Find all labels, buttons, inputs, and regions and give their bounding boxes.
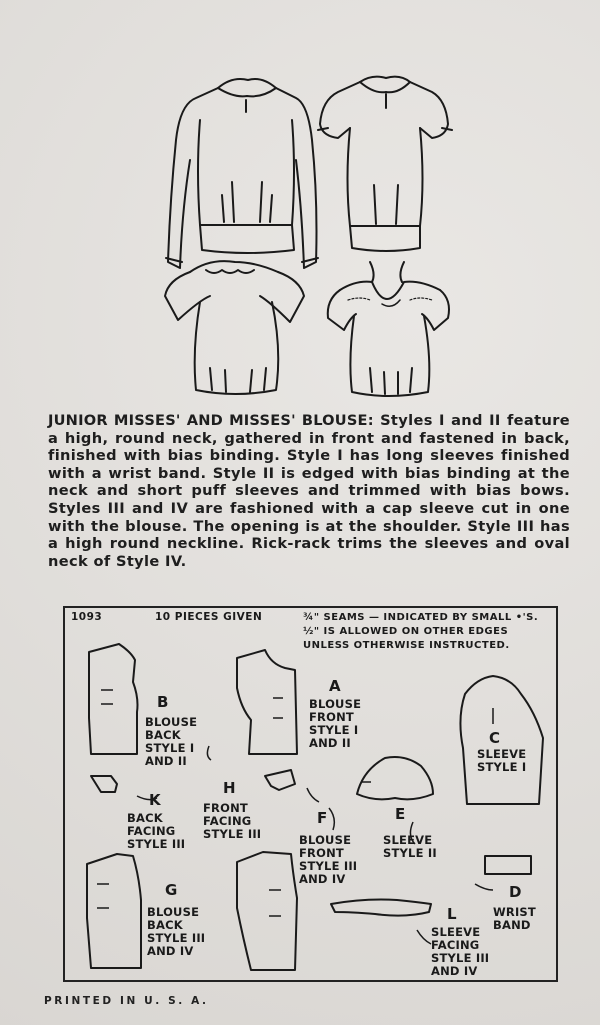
piece-l-shape xyxy=(331,900,431,916)
style-3-cap-sleeve-illustration xyxy=(165,261,304,394)
style-1-long-sleeve-illustration xyxy=(166,79,318,268)
style-4-oval-neck-illustration xyxy=(328,262,449,396)
piece-l-letter: L xyxy=(447,905,457,923)
piece-b-label: BLOUSE BACK STYLE I AND II xyxy=(145,715,198,768)
seams-line-1: ¾" SEAMS — INDICATED BY SMALL •'S. xyxy=(303,612,539,623)
description-body: Styles I and II feature a high, round neck, gathered in front and fastened in back, finished with bias binding. Style I has long sleeves finished with a wrist band. Style II is edged with bias binding at the neck and short puff sleeves and trimmed with bias bows. Styles III and IV are fashioned with a cap sleeve cut in one with the blouse. The opening is at the shoulder. Style III has a high round neckline. Rick-rack trims the sleeves and oval neck of Style IV. xyxy=(48,412,570,570)
piece-h-shape xyxy=(265,770,295,790)
piece-a-label: BLOUSE FRONT STYLE I AND II xyxy=(309,697,362,750)
piece-k-shape xyxy=(91,776,117,792)
piece-d-letter: D xyxy=(509,883,522,901)
piece-b-letter: B xyxy=(157,693,169,711)
piece-e-label: SLEEVE STYLE II xyxy=(383,833,437,860)
piece-c-label: SLEEVE STYLE I xyxy=(477,747,527,774)
description-lead: JUNIOR MISSES' AND MISSES' BLOUSE: xyxy=(48,412,374,429)
piece-g-label: BLOUSE BACK STYLE III AND IV xyxy=(147,905,206,958)
piece-k-letter: K xyxy=(149,791,161,809)
piece-a-shape xyxy=(237,650,297,754)
seams-line-3: UNLESS OTHERWISE INSTRUCTED. xyxy=(303,640,510,651)
style-2-puff-sleeve-illustration xyxy=(318,77,452,251)
piece-c-shape xyxy=(460,676,543,804)
blouse-illustrations xyxy=(0,0,600,400)
printed-in-usa: PRINTED IN U. S. A. xyxy=(44,995,209,1007)
pattern-pieces-chart xyxy=(63,606,558,982)
piece-d-label: WRIST BAND xyxy=(493,905,536,932)
piece-c-letter: C xyxy=(489,729,501,747)
piece-a-letter: A xyxy=(329,677,341,695)
pattern-number: 1093 xyxy=(71,611,103,623)
piece-f-shape xyxy=(237,852,297,970)
pieces-given-count: 10 PIECES GIVEN xyxy=(155,611,263,623)
piece-f-label: BLOUSE FRONT STYLE III AND IV xyxy=(299,833,358,886)
seams-line-2: ½" IS ALLOWED ON OTHER EDGES xyxy=(303,626,509,637)
piece-l-label: SLEEVE FACING STYLE III AND IV xyxy=(431,925,490,978)
pattern-description xyxy=(48,412,570,570)
piece-e-shape xyxy=(357,757,433,799)
piece-g-shape xyxy=(87,854,141,968)
piece-e-letter: E xyxy=(395,805,406,823)
piece-b-shape xyxy=(89,644,138,754)
piece-d-shape xyxy=(485,856,531,874)
piece-h-label: FRONT FACING STYLE III xyxy=(203,801,262,841)
piece-f-letter: F xyxy=(317,809,328,827)
piece-h-letter: H xyxy=(223,779,236,797)
piece-g-letter: G xyxy=(165,881,178,899)
piece-k-label: BACK FACING STYLE III xyxy=(127,811,186,851)
